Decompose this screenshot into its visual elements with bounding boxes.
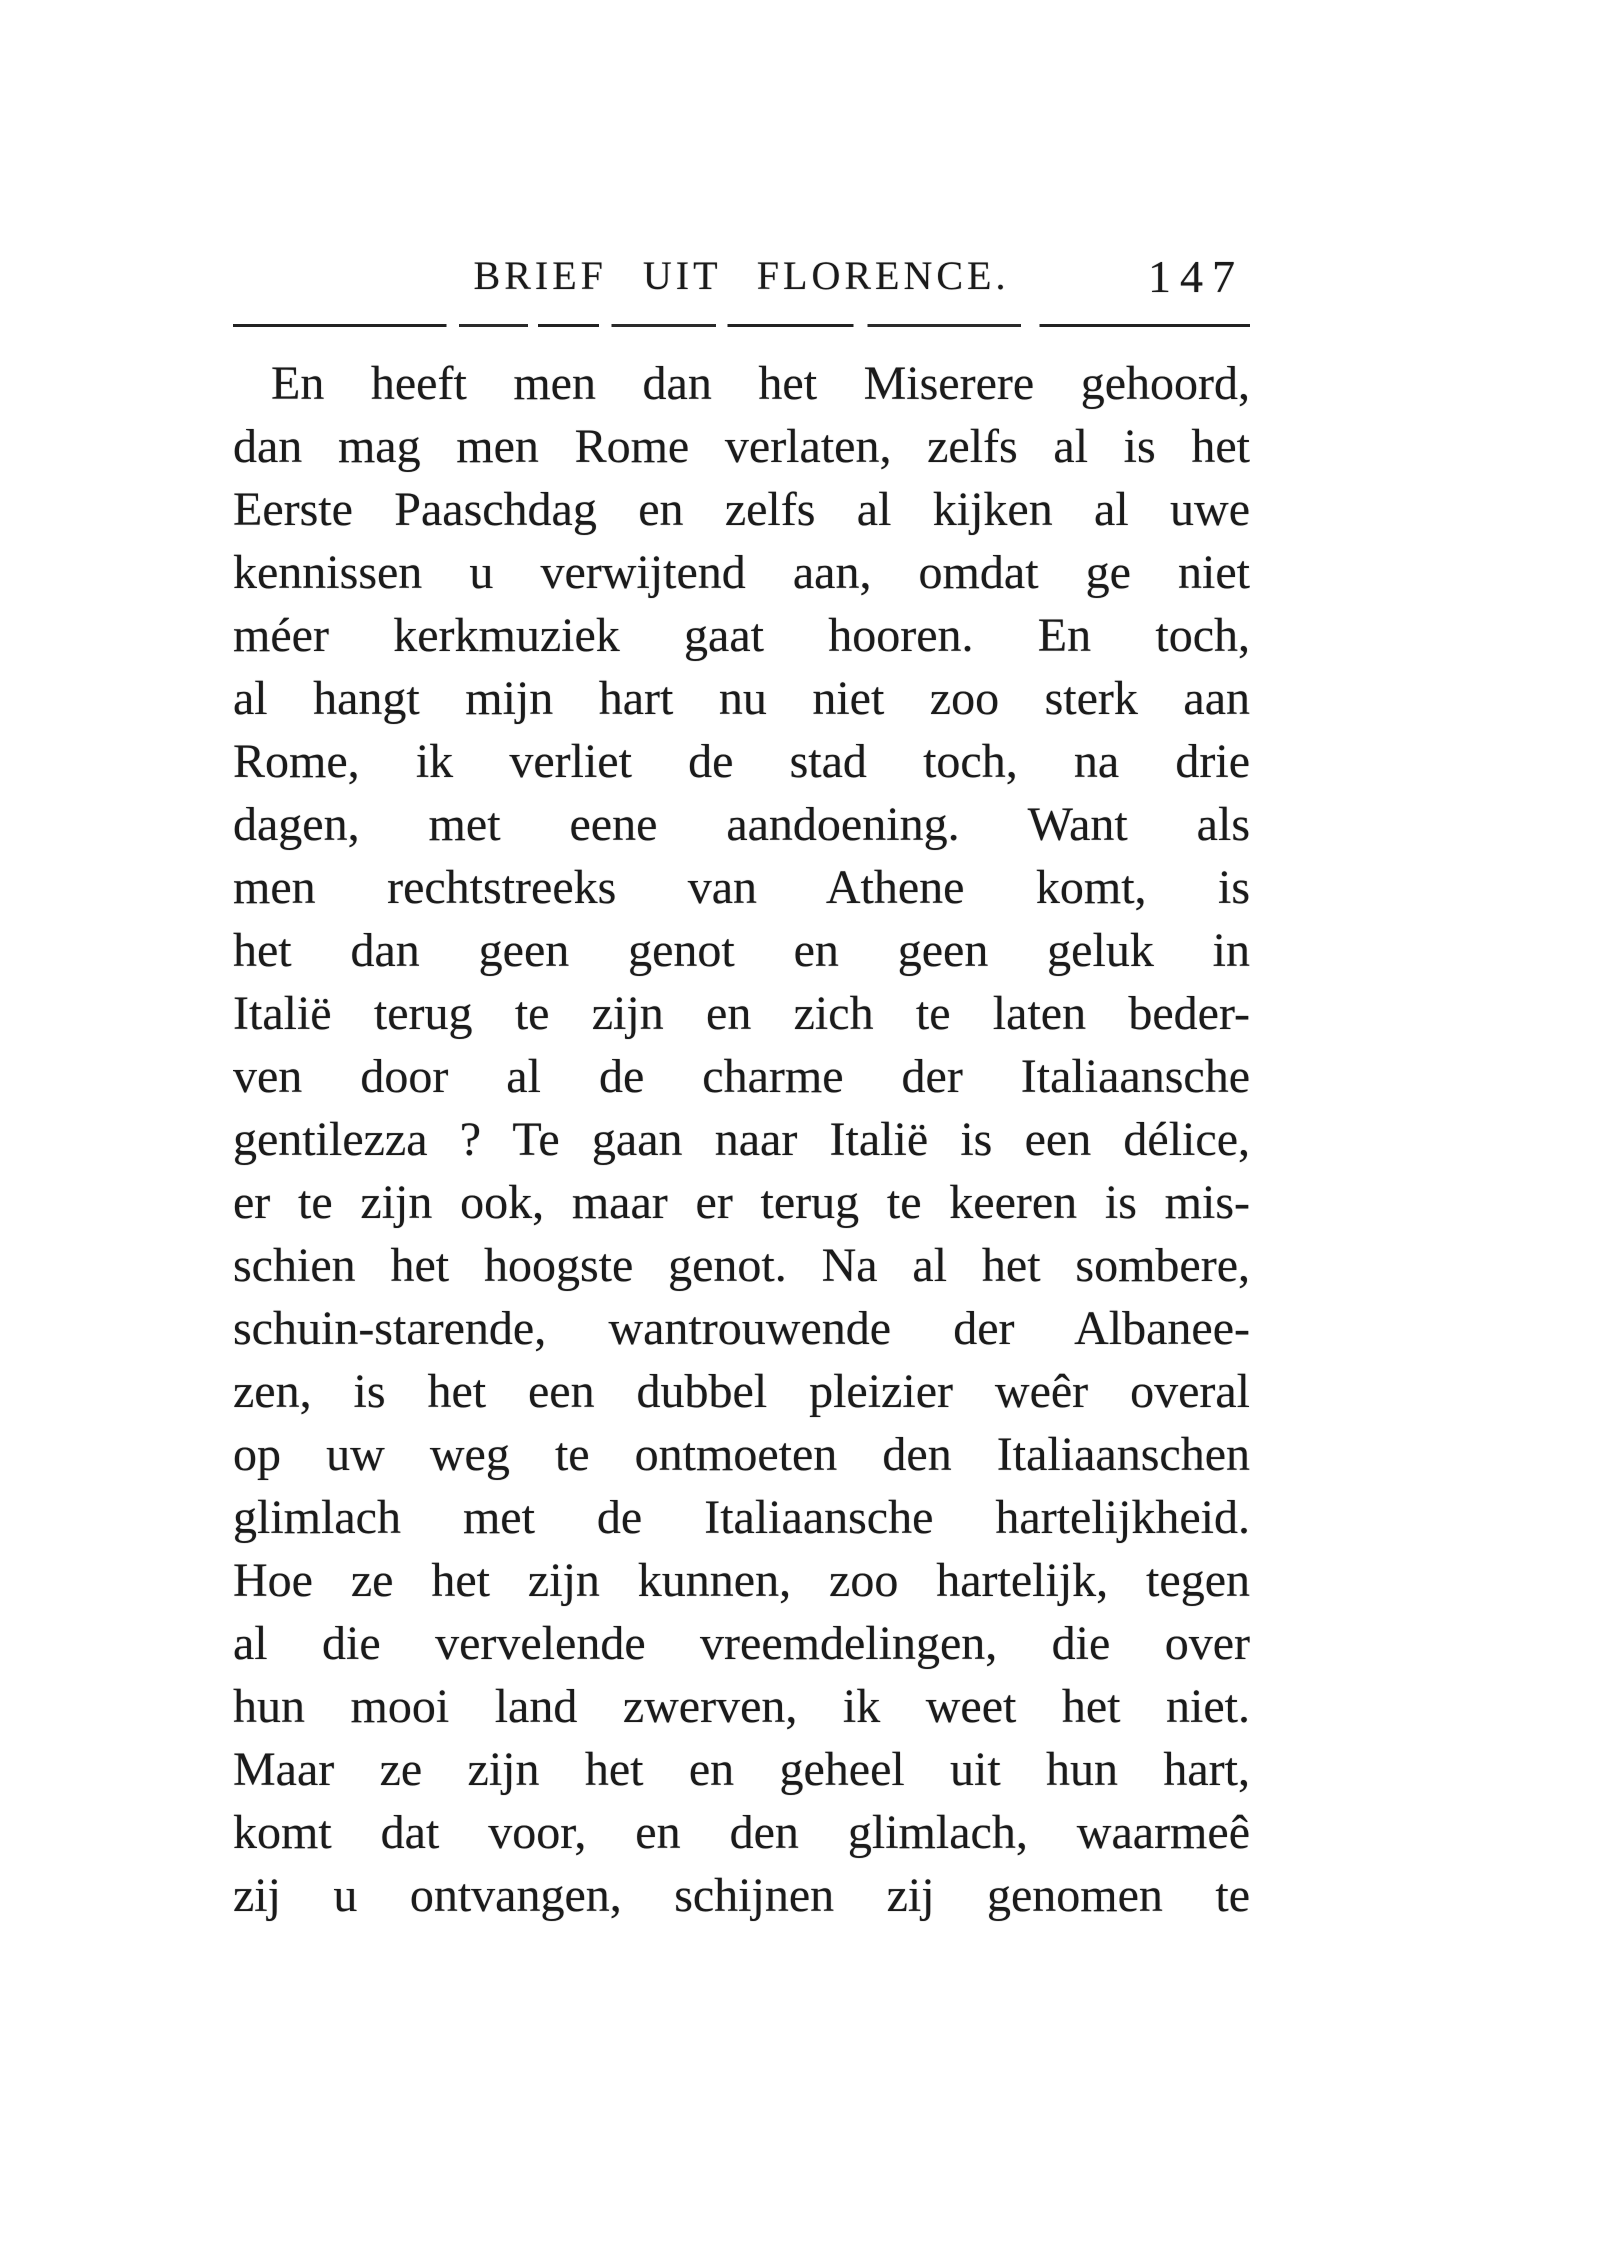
text-line: Maar ze zijn het en geheel uit hun hart, [233,1743,1250,1796]
body-text [233,352,1250,1927]
page-number: 147 [1148,251,1244,302]
text-line: zij u ontvangen, schijnen zij genomen te [233,1869,1250,1922]
header-rule [233,324,1250,327]
text-line: het dan geen genot en geen geluk in [233,924,1250,977]
text-line: kennissen u verwijtend aan, omdat ge niet [233,546,1250,599]
text-line: Italië terug te zijn en zich te laten beder- [233,987,1250,1040]
text-line: dan mag men Rome verlaten, zelfs al is het [233,420,1250,473]
text-line: gentilezza ? Te gaan naar Italië is een délice, [233,1113,1250,1166]
text-line: Hoe ze het zijn kunnen, zoo hartelijk, tegen [233,1554,1250,1607]
text-line: al die vervelende vreemdelingen, die over [233,1617,1250,1670]
text-line: men rechtstreeks van Athene komt, is [233,861,1250,914]
text-line: schuin-starende, wantrouwende der Albanee- [233,1302,1250,1355]
text-line: hun mooi land zwerven, ik weet het niet. [233,1680,1250,1733]
text-line: dagen, met eene aandoening. Want als [233,798,1250,851]
text-line: zen, is het een dubbel pleizier weêr overal [233,1365,1250,1418]
text-line: ven door al de charme der Italiaansche [233,1050,1250,1103]
text-line: méer kerkmuziek gaat hooren. En toch, [233,609,1250,662]
running-title: BRIEF UIT FLORENCE. [473,253,1010,298]
text-line: op uw weg te ontmoeten den Italiaanschen [233,1428,1250,1481]
text-line: komt dat voor, en den glimlach, waarmeê [233,1806,1250,1859]
text-line: al hangt mijn hart nu niet zoo sterk aan [233,672,1250,725]
text-line: er te zijn ook, maar er terug te keeren is mis- [233,1176,1250,1229]
text-line: Rome, ik verliet de stad toch, na drie [233,735,1250,788]
text-line: En heeft men dan het Miserere gehoord, [271,357,1250,410]
text-line: schien het hoogste genot. Na al het sombere, [233,1239,1250,1292]
page-header [233,252,1250,304]
text-line: Eerste Paaschdag en zelfs al kijken al uwe [233,483,1250,536]
text-line: glimlach met de Italiaansche hartelijkheid. [233,1491,1250,1544]
